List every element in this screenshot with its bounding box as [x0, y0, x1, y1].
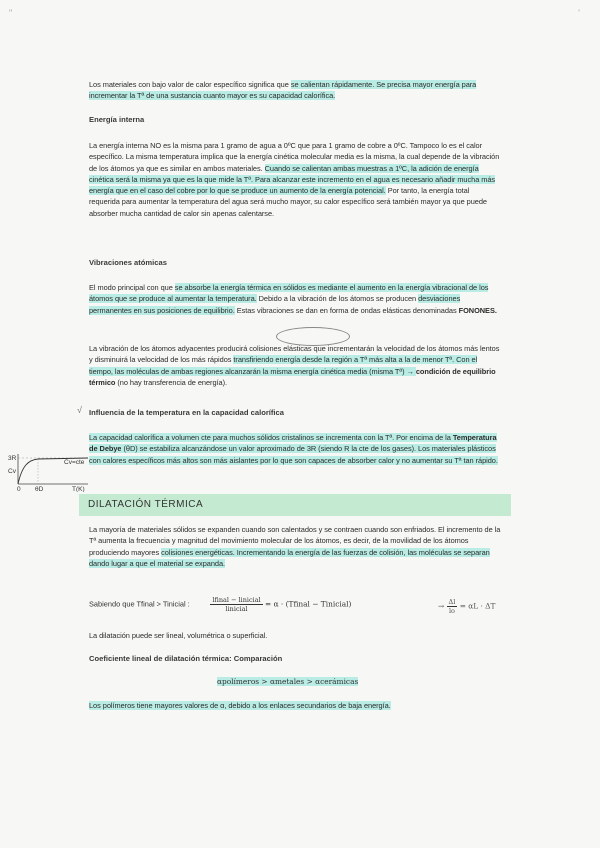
expansion-formula — [89, 596, 351, 613]
alt-rhs: = αL · ΔT — [459, 601, 496, 611]
corner-mark-right: ’ — [578, 8, 580, 18]
polimeros-paragraph — [89, 700, 501, 711]
sketch-cv-label: Cv — [8, 468, 16, 475]
sketch-x-label: T(K) — [72, 486, 85, 492]
formula-lead: Sabiendo que Tfinal > Tinicial : — [89, 599, 190, 609]
corner-mark-left: " — [9, 8, 13, 18]
infl-highlight-b: (θD) se estabiliza alcanzándose un valor aproximado de 3R (siendo R la cte de los gases). Los materiales plásticos con calores específicos más altos son más aislantes por lo que son capaces de absorber calor y no aumentar su Tª tan rápido. — [89, 444, 498, 465]
infl-highlight-a: La capacidad calorífica a volumen cte para muchos sólidos cristalinos se incrementa con la Tª. Por encima de la — [89, 433, 453, 442]
sketch-3r-label: 3R — [8, 455, 17, 462]
sketch-debye-label: θD — [35, 486, 44, 492]
coefficient-comparison — [217, 677, 358, 686]
alt-fraction — [447, 598, 458, 615]
vib-text-c: Estas vibraciones se dan en forma de ondas elásticas denominadas — [234, 305, 459, 315]
heading-influencia: Influencia de la temperatura en la capacidad calorífica — [89, 408, 284, 417]
dilatacion-paragraph — [89, 524, 501, 569]
intro-paragraph — [89, 79, 501, 102]
alt-numerator: Δl — [448, 598, 456, 606]
equilibrio-term: condición de equilibrio térmico — [89, 366, 496, 387]
vib-highlight-a: se absorbe la energía térmica en sólidos es mediante el aumento en la energía vibracional de los átomos que se produce al aumentar la temperatura. — [89, 283, 489, 304]
section-banner — [79, 494, 511, 516]
check-mark: √ — [77, 405, 82, 415]
dilatacion-types: La dilatación puede ser lineal, volumétrica o superficial. — [89, 631, 268, 640]
vibraciones-paragraph — [89, 282, 501, 316]
energia-text-a: La energía interna NO es la misma para 1 gramo de agua a 0ºC que para 1 gramo de cobre a 0ºC. Tampoco lo es el calor específico. La misma temperatura implica que la energía cinética molecular media es la misma, la cual depende de la vibración de los átomos ya que es similar en ambos materiales. — [89, 141, 500, 173]
formula-denominator: linicial — [225, 605, 248, 613]
heading-vibraciones: Vibraciones atómicas — [89, 258, 167, 267]
vib-text-b: Debido a la vibración de los átomos se producen — [256, 294, 419, 304]
formula-rhs: = α · (Tfinal − Tinicial) — [265, 599, 352, 609]
debye-term: Temperatura de Debye — [89, 433, 497, 454]
sketch-curve-label: Cv=cte — [64, 459, 85, 466]
pol-highlight: Los polímeros tiene mayores valores de α, debido a los enlaces secundarios de baja energía. — [89, 701, 391, 710]
vib2-highlight: transfiriendo energía desde la región a Tª más alta a la de menor Tª. Con el tiempo, las moléculas de ambas regiones alcanzarán la misma energía cinética media (misma Tª) → — [89, 355, 478, 376]
vibraciones-paragraph-2 — [89, 343, 501, 388]
vib2-text-b: (no hay transferencia de energía). — [115, 377, 227, 387]
heat-capacity-sketch — [2, 452, 90, 492]
dil-text-a: La mayoría de materiales sólidos se expanden cuando son calentados y se contraen cuando son enfriados. El incremento de la Tª aumenta la frecuencia y magnitud del movimiento molecular de los átomos, es decir, de la movilidad de los átomos produciendo mayores — [89, 525, 501, 557]
sketch-origin-label: 0 — [17, 486, 21, 492]
vib2-text-a: La vibración de los átomos adyacentes producirá colisiones elásticas que incrementarán la velocidad de los átomos más lentos y disminuirá la velocidad de los más rápidos — [89, 344, 500, 365]
intro-text: Los materiales con bajo valor de calor específico significa que — [89, 80, 291, 89]
alt-denominator: lo — [448, 607, 455, 615]
formula-numerator: lfinal − linicial — [212, 596, 261, 604]
dil-highlight-a: colisiones energéticas. — [161, 547, 235, 557]
fonones-term: FONONES. — [458, 305, 497, 315]
dil-highlight-b: Incrementando la energía de las fuerzas de colisión, las moléculas se separan dando lugar a que el material se expanda. — [89, 547, 490, 568]
heading-coeficiente: Coeficiente lineal de dilatación térmica: Comparación — [89, 654, 283, 663]
intro-highlight: se calientan rápidamente. Se precisa mayor energía para incrementar la Tª de una sustancia cuanto mayor es su capacidad calorífica. — [89, 80, 477, 101]
energia-paragraph — [89, 140, 501, 219]
comparison-text: αpolímeros > αmetales > αcerámicas — [217, 677, 359, 686]
vib-highlight-b: desviaciones permanentes en sus posiciones de equilibrio. — [89, 294, 461, 315]
energia-text-b: Por tanto, la energía total requerida para aumentar la temperatura del agua será mucho mayor, su calor específico será también mayor ya que puede absorber mucha cantidad de calor sin apenas calentarse. — [89, 186, 487, 218]
section-banner-title: DILATACIÓN TÉRMICA — [88, 499, 204, 510]
formula-fraction — [210, 596, 262, 613]
energia-highlight: Cuando se calientan ambas muestras a 1ºC, la adición de energía cinética será la misma ya que es la que mide la Tª. Para alcanzar este incremento en el agua es necesario añadir mucha más energía que en el caso del cobre por lo que se produce un aumento de la energía potencial. — [89, 163, 496, 196]
handwritten-formula: → $\frac{\Delta l}{lo}$ = αL · ΔT — [438, 598, 496, 615]
vib-text-a: El modo principal con que — [89, 283, 175, 292]
heading-energia-interna: Energía interna — [89, 115, 145, 124]
influencia-paragraph — [89, 432, 501, 466]
